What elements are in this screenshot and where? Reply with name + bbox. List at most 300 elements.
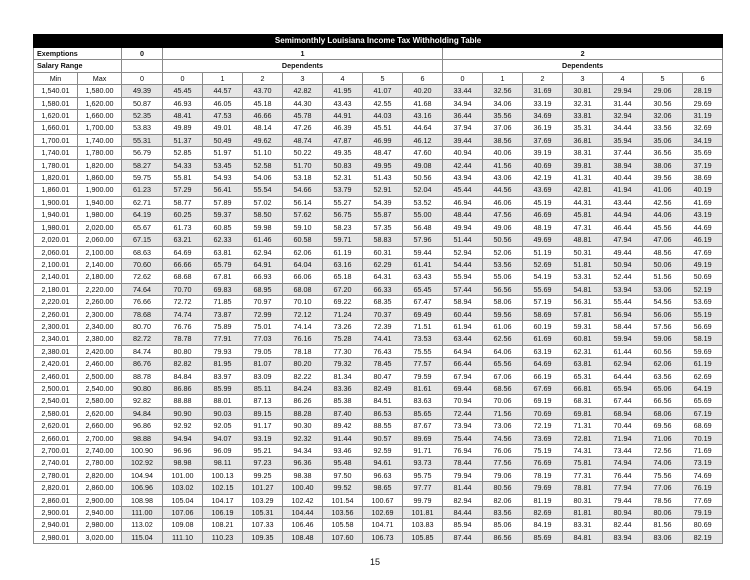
withholding-1-exemption-cell: 80.80	[163, 345, 203, 357]
withholding-1-exemption-cell: 77.03	[243, 333, 283, 345]
salary-max-cell: 2,780.00	[78, 457, 122, 469]
withholding-1-exemption-cell: 70.97	[243, 296, 283, 308]
withholding-2-exemptions-cell: 48.56	[643, 246, 683, 258]
withholding-1-exemption-cell: 87.67	[403, 420, 443, 432]
withholding-1-exemption-cell: 55.00	[403, 209, 443, 221]
withholding-2-exemptions-cell: 40.69	[523, 159, 563, 171]
withholding-2-exemptions-cell: 55.94	[443, 271, 483, 283]
withholding-1-exemption-cell: 91.17	[243, 420, 283, 432]
withholding-2-exemptions-cell: 75.56	[643, 469, 683, 481]
withholding-1-exemption-cell: 49.89	[163, 122, 203, 134]
withholding-1-exemption-cell: 93.46	[323, 445, 363, 457]
withholding-1-exemption-cell: 88.55	[363, 420, 403, 432]
withholding-0-exemptions-cell: 84.74	[122, 345, 163, 357]
withholding-2-exemptions-cell: 52.44	[603, 271, 643, 283]
withholding-1-exemption-cell: 93.19	[243, 432, 283, 444]
withholding-2-exemptions-cell: 36.81	[563, 134, 603, 146]
withholding-1-exemption-cell: 101.00	[163, 469, 203, 481]
withholding-2-exemptions-cell: 72.81	[563, 432, 603, 444]
dependent-col-header: 0	[122, 72, 163, 84]
withholding-1-exemption-cell: 62.06	[283, 246, 323, 258]
withholding-1-exemption-cell: 86.53	[363, 407, 403, 419]
withholding-2-exemptions-cell: 82.44	[603, 519, 643, 531]
withholding-1-exemption-cell: 52.04	[403, 184, 443, 196]
withholding-0-exemptions-cell: 76.66	[122, 296, 163, 308]
withholding-2-exemptions-cell: 33.44	[443, 85, 483, 97]
withholding-1-exemption-cell: 70.37	[363, 308, 403, 320]
withholding-1-exemption-cell: 95.48	[323, 457, 363, 469]
withholding-0-exemptions-cell: 106.96	[122, 482, 163, 494]
dependent-col-header: 5	[643, 72, 683, 84]
withholding-0-exemptions-cell: 102.92	[122, 457, 163, 469]
salary-min-cell: 2,060.01	[34, 246, 78, 258]
withholding-2-exemptions-cell: 64.44	[603, 370, 643, 382]
withholding-1-exemption-cell: 63.21	[163, 234, 203, 246]
withholding-1-exemption-cell: 72.12	[283, 308, 323, 320]
withholding-2-exemptions-cell: 73.19	[683, 457, 723, 469]
withholding-1-exemption-cell: 63.16	[323, 258, 363, 270]
salary-min-cell: 1,620.01	[34, 110, 78, 122]
withholding-1-exemption-cell: 42.82	[283, 85, 323, 97]
withholding-1-exemption-cell: 76.43	[363, 345, 403, 357]
withholding-1-exemption-cell: 46.66	[243, 110, 283, 122]
salary-max-cell: 1,580.00	[78, 85, 122, 97]
withholding-2-exemptions-cell: 38.31	[563, 147, 603, 159]
withholding-1-exemption-cell: 59.71	[323, 234, 363, 246]
withholding-2-exemptions-cell: 75.19	[523, 445, 563, 457]
table-row	[34, 221, 723, 233]
withholding-2-exemptions-cell: 39.44	[443, 134, 483, 146]
withholding-1-exemption-cell: 41.07	[363, 85, 403, 97]
table-row	[34, 234, 723, 246]
withholding-1-exemption-cell: 51.97	[203, 147, 243, 159]
withholding-1-exemption-cell: 57.29	[163, 184, 203, 196]
withholding-1-exemption-cell: 105.58	[323, 519, 363, 531]
withholding-1-exemption-cell: 51.10	[243, 147, 283, 159]
salary-max-cell: 2,620.00	[78, 407, 122, 419]
withholding-1-exemption-cell: 51.37	[163, 134, 203, 146]
salary-min-cell: 1,820.01	[34, 172, 78, 184]
withholding-0-exemptions-cell: 59.75	[122, 172, 163, 184]
withholding-1-exemption-cell: 110.23	[203, 531, 243, 543]
salary-min-cell: 2,620.01	[34, 420, 78, 432]
salary-min-cell: 1,540.01	[34, 85, 78, 97]
withholding-1-exemption-cell: 61.19	[323, 246, 363, 258]
withholding-1-exemption-cell: 75.89	[203, 320, 243, 332]
withholding-2-exemptions-cell: 49.94	[443, 221, 483, 233]
withholding-1-exemption-cell: 92.32	[283, 432, 323, 444]
withholding-2-exemptions-cell: 85.94	[443, 519, 483, 531]
withholding-1-exemption-cell: 66.66	[163, 258, 203, 270]
withholding-1-exemption-cell: 99.79	[403, 494, 443, 506]
withholding-2-exemptions-cell: 63.44	[443, 333, 483, 345]
withholding-1-exemption-cell: 94.61	[363, 457, 403, 469]
withholding-1-exemption-cell: 48.41	[163, 110, 203, 122]
withholding-2-exemptions-cell: 51.19	[523, 246, 563, 258]
withholding-2-exemptions-cell: 42.56	[643, 196, 683, 208]
withholding-1-exemption-cell: 62.29	[363, 258, 403, 270]
withholding-2-exemptions-cell: 78.19	[523, 469, 563, 481]
withholding-1-exemption-cell: 103.29	[243, 494, 283, 506]
withholding-2-exemptions-cell: 56.94	[603, 308, 643, 320]
dependent-col-header: 0	[163, 72, 203, 84]
withholding-1-exemption-cell: 50.83	[323, 159, 363, 171]
withholding-1-exemption-cell: 72.72	[163, 296, 203, 308]
withholding-2-exemptions-cell: 66.19	[523, 370, 563, 382]
withholding-1-exemption-cell: 54.06	[243, 172, 283, 184]
withholding-1-exemption-cell: 55.81	[163, 172, 203, 184]
salary-max-cell: 2,140.00	[78, 258, 122, 270]
salary-max-cell: 1,940.00	[78, 196, 122, 208]
withholding-2-exemptions-cell: 43.69	[523, 184, 563, 196]
withholding-2-exemptions-cell: 65.06	[643, 382, 683, 394]
withholding-2-exemptions-cell: 85.06	[483, 519, 523, 531]
withholding-1-exemption-cell: 49.62	[243, 134, 283, 146]
withholding-2-exemptions-cell: 82.19	[683, 531, 723, 543]
withholding-2-exemptions-cell: 74.31	[563, 445, 603, 457]
withholding-1-exemption-cell: 54.66	[283, 184, 323, 196]
withholding-1-exemption-cell: 103.83	[403, 519, 443, 531]
withholding-0-exemptions-cell: 65.67	[122, 221, 163, 233]
withholding-2-exemptions-cell: 51.56	[643, 271, 683, 283]
withholding-0-exemptions-cell: 90.80	[122, 382, 163, 394]
withholding-2-exemptions-cell: 40.06	[483, 147, 523, 159]
withholding-1-exemption-cell: 60.25	[163, 209, 203, 221]
withholding-1-exemption-cell: 98.38	[283, 469, 323, 481]
dependent-col-header: 0	[443, 72, 483, 84]
withholding-2-exemptions-cell: 78.44	[443, 457, 483, 469]
withholding-1-exemption-cell: 77.30	[323, 345, 363, 357]
withholding-1-exemption-cell: 68.68	[163, 271, 203, 283]
withholding-2-exemptions-cell: 69.56	[643, 420, 683, 432]
withholding-1-exemption-cell: 102.15	[203, 482, 243, 494]
salary-min-cell: 2,660.01	[34, 432, 78, 444]
withholding-2-exemptions-cell: 59.94	[603, 333, 643, 345]
withholding-1-exemption-cell: 56.75	[323, 209, 363, 221]
withholding-2-exemptions-cell: 80.56	[483, 482, 523, 494]
withholding-1-exemption-cell: 100.67	[363, 494, 403, 506]
withholding-1-exemption-cell: 86.86	[163, 382, 203, 394]
withholding-2-exemptions-cell: 76.44	[603, 469, 643, 481]
salary-min-cell: 1,740.01	[34, 147, 78, 159]
withholding-1-exemption-cell: 65.45	[403, 283, 443, 295]
withholding-2-exemptions-cell: 61.06	[483, 320, 523, 332]
withholding-2-exemptions-cell: 53.69	[683, 296, 723, 308]
withholding-2-exemptions-cell: 40.94	[443, 147, 483, 159]
withholding-1-exemption-cell: 43.43	[323, 97, 363, 109]
withholding-1-exemption-cell: 44.64	[403, 122, 443, 134]
withholding-2-exemptions-cell: 50.94	[603, 258, 643, 270]
withholding-1-exemption-cell: 109.35	[243, 531, 283, 543]
withholding-2-exemptions-cell: 54.44	[443, 258, 483, 270]
withholding-1-exemption-cell: 56.14	[283, 196, 323, 208]
withholding-1-exemption-cell: 85.99	[203, 382, 243, 394]
salary-min-cell: 1,860.01	[34, 184, 78, 196]
withholding-1-exemption-cell: 103.56	[323, 507, 363, 519]
withholding-2-exemptions-cell: 52.69	[523, 258, 563, 270]
exemptions-1: 1	[163, 48, 443, 60]
withholding-2-exemptions-cell: 57.19	[523, 296, 563, 308]
table-row	[34, 382, 723, 394]
withholding-2-exemptions-cell: 37.69	[523, 134, 563, 146]
withholding-2-exemptions-cell: 63.81	[563, 358, 603, 370]
withholding-2-exemptions-cell: 29.06	[643, 85, 683, 97]
dependent-col-header: 5	[363, 72, 403, 84]
withholding-1-exemption-cell: 84.84	[163, 370, 203, 382]
withholding-1-exemption-cell: 91.44	[323, 432, 363, 444]
withholding-2-exemptions-cell: 81.81	[563, 507, 603, 519]
withholding-2-exemptions-cell: 65.69	[683, 395, 723, 407]
withholding-1-exemption-cell: 62.94	[243, 246, 283, 258]
withholding-2-exemptions-cell: 61.44	[603, 345, 643, 357]
withholding-2-exemptions-cell: 33.81	[563, 110, 603, 122]
dependent-col-header: 6	[403, 72, 443, 84]
withholding-2-exemptions-cell: 36.19	[523, 122, 563, 134]
table-row	[34, 457, 723, 469]
withholding-2-exemptions-cell: 67.19	[683, 407, 723, 419]
withholding-1-exemption-cell: 88.88	[163, 395, 203, 407]
withholding-1-exemption-cell: 50.49	[203, 134, 243, 146]
withholding-1-exemption-cell: 100.13	[203, 469, 243, 481]
withholding-1-exemption-cell: 81.34	[323, 370, 363, 382]
withholding-2-exemptions-cell: 58.06	[483, 296, 523, 308]
withholding-2-exemptions-cell: 66.81	[563, 382, 603, 394]
withholding-1-exemption-cell: 89.69	[403, 432, 443, 444]
withholding-2-exemptions-cell: 68.94	[603, 407, 643, 419]
withholding-1-exemption-cell: 83.09	[243, 370, 283, 382]
withholding-2-exemptions-cell: 47.69	[683, 246, 723, 258]
withholding-1-exemption-cell: 72.39	[363, 320, 403, 332]
withholding-2-exemptions-cell: 79.94	[443, 469, 483, 481]
table-row	[34, 395, 723, 407]
withholding-1-exemption-cell: 109.08	[163, 519, 203, 531]
withholding-0-exemptions-cell: 50.87	[122, 97, 163, 109]
withholding-2-exemptions-cell: 40.44	[603, 172, 643, 184]
withholding-1-exemption-cell: 106.19	[203, 507, 243, 519]
withholding-2-exemptions-cell: 79.69	[523, 482, 563, 494]
withholding-1-exemption-cell: 44.91	[323, 110, 363, 122]
withholding-1-exemption-cell: 74.74	[163, 308, 203, 320]
withholding-2-exemptions-cell: 76.94	[443, 445, 483, 457]
withholding-2-exemptions-cell: 80.69	[683, 519, 723, 531]
withholding-2-exemptions-cell: 49.06	[483, 221, 523, 233]
withholding-2-exemptions-cell: 57.44	[443, 283, 483, 295]
withholding-1-exemption-cell: 58.50	[243, 209, 283, 221]
withholding-2-exemptions-cell: 56.56	[483, 283, 523, 295]
salary-max-cell: 2,020.00	[78, 221, 122, 233]
withholding-1-exemption-cell: 107.06	[163, 507, 203, 519]
withholding-2-exemptions-cell: 44.31	[563, 196, 603, 208]
withholding-0-exemptions-cell: 74.64	[122, 283, 163, 295]
table-row	[34, 246, 723, 258]
dependents-label-1: Dependents	[163, 60, 443, 72]
withholding-2-exemptions-cell: 82.94	[443, 494, 483, 506]
withholding-2-exemptions-cell: 41.94	[603, 184, 643, 196]
salary-max-cell: 2,100.00	[78, 246, 122, 258]
withholding-0-exemptions-cell: 61.23	[122, 184, 163, 196]
withholding-1-exemption-cell: 97.50	[323, 469, 363, 481]
withholding-1-exemption-cell: 65.18	[323, 271, 363, 283]
withholding-2-exemptions-cell: 53.06	[643, 283, 683, 295]
withholding-1-exemption-cell: 57.96	[403, 234, 443, 246]
salary-min-cell: 2,140.01	[34, 271, 78, 283]
withholding-2-exemptions-cell: 32.69	[683, 122, 723, 134]
salary-min-cell: 1,940.01	[34, 209, 78, 221]
withholding-1-exemption-cell: 102.42	[283, 494, 323, 506]
withholding-1-exemption-cell: 54.33	[163, 159, 203, 171]
withholding-2-exemptions-cell: 28.19	[683, 85, 723, 97]
salary-max-cell: 1,660.00	[78, 110, 122, 122]
withholding-2-exemptions-cell: 48.81	[563, 234, 603, 246]
withholding-1-exemption-cell: 90.03	[203, 407, 243, 419]
salary-min-cell: 1,700.01	[34, 134, 78, 146]
withholding-2-exemptions-cell: 59.69	[683, 345, 723, 357]
withholding-1-exemption-cell: 47.87	[323, 134, 363, 146]
withholding-2-exemptions-cell: 72.19	[523, 420, 563, 432]
withholding-1-exemption-cell: 42.55	[363, 97, 403, 109]
withholding-2-exemptions-cell: 41.69	[683, 196, 723, 208]
withholding-1-exemption-cell: 104.17	[203, 494, 243, 506]
withholding-1-exemption-cell: 73.87	[203, 308, 243, 320]
withholding-1-exemption-cell: 81.61	[403, 382, 443, 394]
withholding-1-exemption-cell: 59.44	[403, 246, 443, 258]
withholding-1-exemption-cell: 45.18	[243, 97, 283, 109]
salary-min-cell: 2,380.01	[34, 345, 78, 357]
withholding-2-exemptions-cell: 38.06	[643, 159, 683, 171]
withholding-2-exemptions-cell: 62.56	[483, 333, 523, 345]
withholding-2-exemptions-cell: 68.56	[483, 382, 523, 394]
withholding-1-exemption-cell: 101.81	[403, 507, 443, 519]
withholding-1-exemption-cell: 105.31	[243, 507, 283, 519]
withholding-1-exemption-cell: 49.08	[403, 159, 443, 171]
withholding-1-exemption-cell: 46.93	[163, 97, 203, 109]
withholding-2-exemptions-cell: 80.94	[603, 507, 643, 519]
withholding-2-exemptions-cell: 77.56	[483, 457, 523, 469]
withholding-2-exemptions-cell: 74.94	[603, 457, 643, 469]
withholding-2-exemptions-cell: 35.94	[603, 134, 643, 146]
salary-max-cell: 2,940.00	[78, 507, 122, 519]
salary-min-cell: 2,220.01	[34, 296, 78, 308]
withholding-2-exemptions-cell: 66.56	[643, 395, 683, 407]
table-row	[34, 85, 723, 97]
withholding-1-exemption-cell: 96.96	[163, 445, 203, 457]
withholding-1-exemption-cell: 87.13	[243, 395, 283, 407]
withholding-2-exemptions-cell: 77.94	[603, 482, 643, 494]
withholding-0-exemptions-cell: 100.90	[122, 445, 163, 457]
withholding-2-exemptions-cell: 70.06	[483, 395, 523, 407]
withholding-1-exemption-cell: 76.16	[283, 333, 323, 345]
withholding-2-exemptions-cell: 55.44	[603, 296, 643, 308]
withholding-0-exemptions-cell: 111.00	[122, 507, 163, 519]
salary-max-cell: 1,780.00	[78, 147, 122, 159]
table-row	[34, 519, 723, 531]
withholding-2-exemptions-cell: 72.44	[443, 407, 483, 419]
withholding-1-exemption-cell: 48.74	[283, 134, 323, 146]
withholding-2-exemptions-cell: 64.19	[683, 382, 723, 394]
salary-min-cell: 1,980.01	[34, 221, 78, 233]
withholding-2-exemptions-cell: 87.44	[443, 531, 483, 543]
withholding-1-exemption-cell: 63.43	[403, 271, 443, 283]
withholding-2-exemptions-cell: 52.94	[443, 246, 483, 258]
withholding-1-exemption-cell: 89.15	[243, 407, 283, 419]
withholding-2-exemptions-cell: 30.81	[563, 85, 603, 97]
withholding-1-exemption-cell: 78.78	[163, 333, 203, 345]
withholding-2-exemptions-cell: 60.81	[563, 333, 603, 345]
withholding-1-exemption-cell: 73.53	[403, 333, 443, 345]
withholding-1-exemption-cell: 77.57	[403, 358, 443, 370]
withholding-1-exemption-cell: 43.70	[243, 85, 283, 97]
withholding-2-exemptions-cell: 68.06	[643, 407, 683, 419]
withholding-0-exemptions-cell: 67.15	[122, 234, 163, 246]
withholding-2-exemptions-cell: 68.69	[683, 420, 723, 432]
withholding-1-exemption-cell: 66.06	[283, 271, 323, 283]
salary-max-cell: 1,620.00	[78, 97, 122, 109]
withholding-1-exemption-cell: 56.41	[203, 184, 243, 196]
withholding-2-exemptions-cell: 62.31	[563, 345, 603, 357]
withholding-1-exemption-cell: 71.51	[403, 320, 443, 332]
withholding-2-exemptions-cell: 46.06	[483, 196, 523, 208]
withholding-1-exemption-cell: 103.02	[163, 482, 203, 494]
withholding-1-exemption-cell: 51.43	[363, 172, 403, 184]
withholding-0-exemptions-cell: 68.63	[122, 246, 163, 258]
withholding-2-exemptions-cell: 83.06	[643, 531, 683, 543]
salary-min-cell: 2,100.01	[34, 258, 78, 270]
withholding-2-exemptions-cell: 71.94	[603, 432, 643, 444]
withholding-1-exemption-cell: 96.09	[203, 445, 243, 457]
salary-max-cell: 2,380.00	[78, 333, 122, 345]
withholding-2-exemptions-cell: 84.81	[563, 531, 603, 543]
withholding-1-exemption-cell: 68.35	[363, 296, 403, 308]
withholding-2-exemptions-cell: 77.06	[643, 482, 683, 494]
withholding-2-exemptions-cell: 55.06	[483, 271, 523, 283]
withholding-1-exemption-cell: 51.70	[283, 159, 323, 171]
withholding-2-exemptions-cell: 51.44	[443, 234, 483, 246]
withholding-1-exemption-cell: 64.04	[283, 258, 323, 270]
table-row	[34, 97, 723, 109]
withholding-2-exemptions-cell: 34.06	[483, 97, 523, 109]
withholding-1-exemption-cell: 57.02	[243, 196, 283, 208]
withholding-2-exemptions-cell: 70.44	[603, 420, 643, 432]
withholding-2-exemptions-cell: 60.44	[443, 308, 483, 320]
withholding-2-exemptions-cell: 62.69	[683, 370, 723, 382]
withholding-2-exemptions-cell: 57.56	[643, 320, 683, 332]
withholding-2-exemptions-cell: 35.69	[683, 147, 723, 159]
withholding-1-exemption-cell: 48.14	[243, 122, 283, 134]
withholding-2-exemptions-cell: 46.94	[443, 196, 483, 208]
withholding-1-exemption-cell: 90.57	[363, 432, 403, 444]
withholding-1-exemption-cell: 94.07	[203, 432, 243, 444]
withholding-2-exemptions-cell: 46.69	[523, 209, 563, 221]
table-row	[34, 134, 723, 146]
withholding-1-exemption-cell: 79.93	[203, 345, 243, 357]
salary-min-cell: 1,660.01	[34, 122, 78, 134]
salary-min-cell: 2,300.01	[34, 320, 78, 332]
withholding-0-exemptions-cell: 82.72	[122, 333, 163, 345]
salary-max-cell: 2,980.00	[78, 519, 122, 531]
salary-max-cell: 1,980.00	[78, 209, 122, 221]
exemptions-label: Exemptions	[34, 48, 122, 60]
withholding-1-exemption-cell: 86.26	[283, 395, 323, 407]
withholding-1-exemption-cell: 75.55	[403, 345, 443, 357]
withholding-1-exemption-cell: 80.20	[283, 358, 323, 370]
withholding-2-exemptions-cell: 44.56	[483, 184, 523, 196]
withholding-1-exemption-cell: 70.10	[283, 296, 323, 308]
salary-max-cell: 2,700.00	[78, 432, 122, 444]
withholding-1-exemption-cell: 47.53	[203, 110, 243, 122]
withholding-2-exemptions-cell: 32.56	[483, 85, 523, 97]
withholding-2-exemptions-cell: 50.06	[643, 258, 683, 270]
withholding-2-exemptions-cell: 74.06	[643, 457, 683, 469]
